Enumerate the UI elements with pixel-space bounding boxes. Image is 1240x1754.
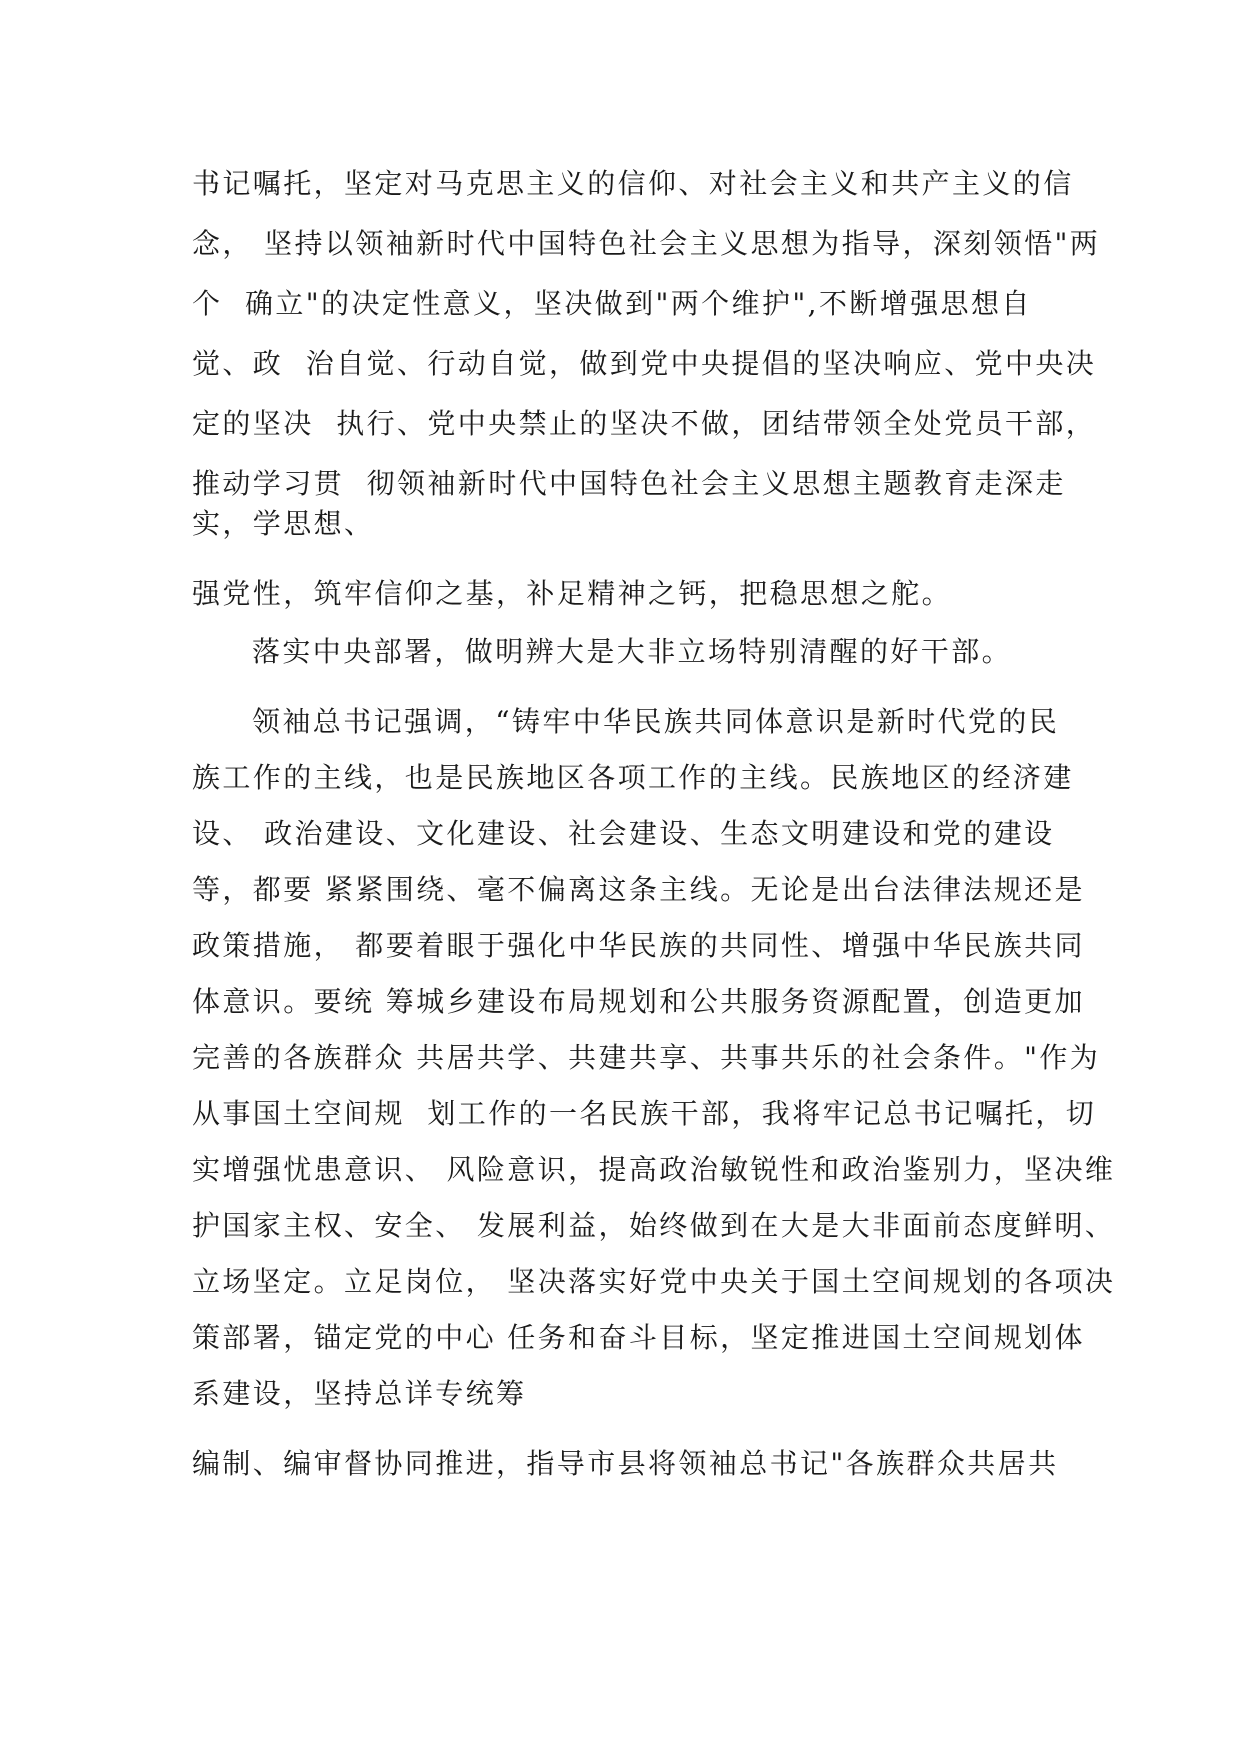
text-line: 护国家主权、安全、 发展利益，始终做到在大是大非面前态度鲜明、 xyxy=(192,1209,1116,1242)
text-line: 觉、政 治自觉、行动自觉，做到党中央提倡的坚决响应、党中央决 xyxy=(192,347,1097,380)
text-line: 书记嘱托，坚定对马克思主义的信仰、对社会主义和共产主义的信 xyxy=(192,167,1074,200)
text-line: 领袖总书记强调，“铸牢中华民族共同体意识是新时代党的民 xyxy=(252,705,1060,738)
text-line: 等，都要 紧紧围绕、毫不偏离这条主线。无论是出台法律法规还是 xyxy=(192,873,1085,906)
text-line: 立场坚定。立足岗位， 坚决落实好党中央关于国土空间规划的各项决 xyxy=(192,1265,1116,1298)
text-line: 编制、编审督协同推进，指导市县将领袖总书记"各族群众共居共 xyxy=(192,1447,1059,1480)
text-line: 念， 坚持以领袖新时代中国特色社会主义思想为指导，深刻领悟"两 xyxy=(192,227,1101,260)
text-line: 定的坚决 执行、党中央禁止的坚决不做，团结带领全处党员干部， xyxy=(192,407,1097,440)
text-line: 个 确立"的决定性意义，坚决做到"两个维护",不断增强思想自 xyxy=(192,287,1032,320)
text-line: 策部署，锚定党的中心 任务和奋斗目标，坚定推进国土空间规划体 xyxy=(192,1321,1085,1354)
text-line: 实，学思想、 xyxy=(192,507,375,540)
text-line: 强党性，筑牢信仰之基，补足精神之钙，把稳思想之舵。 xyxy=(192,577,953,610)
paragraph-heading: 落实中央部署，做明辨大是大非立场特别清醒的好干部。 xyxy=(252,635,1013,668)
text-line: 设、 政治建设、文化建设、社会建设、生态文明建设和党的建设 xyxy=(192,817,1055,850)
text-line: 体意识。要统 筹城乡建设布局规划和公共服务资源配置，创造更加 xyxy=(192,985,1085,1018)
text-line: 完善的各族群众 共居共学、共建共享、共事共乐的社会条件。"作为 xyxy=(192,1041,1101,1074)
text-line: 推动学习贯 彻领袖新时代中国特色社会主义思想主题教育走深走 xyxy=(192,467,1066,500)
text-line: 系建设，坚持总详专统筹 xyxy=(192,1377,527,1410)
text-line: 从事国土空间规 划工作的一名民族干部，我将牢记总书记嘱托，切 xyxy=(192,1097,1097,1130)
text-line: 实增强忧患意识、 风险意识，提高政治敏锐性和政治鉴别力，坚决维 xyxy=(192,1153,1116,1186)
text-line: 政策措施， 都要着眼于强化中华民族的共同性、增强中华民族共同 xyxy=(192,929,1085,962)
text-line: 族工作的主线，也是民族地区各项工作的主线。民族地区的经济建 xyxy=(192,761,1074,794)
